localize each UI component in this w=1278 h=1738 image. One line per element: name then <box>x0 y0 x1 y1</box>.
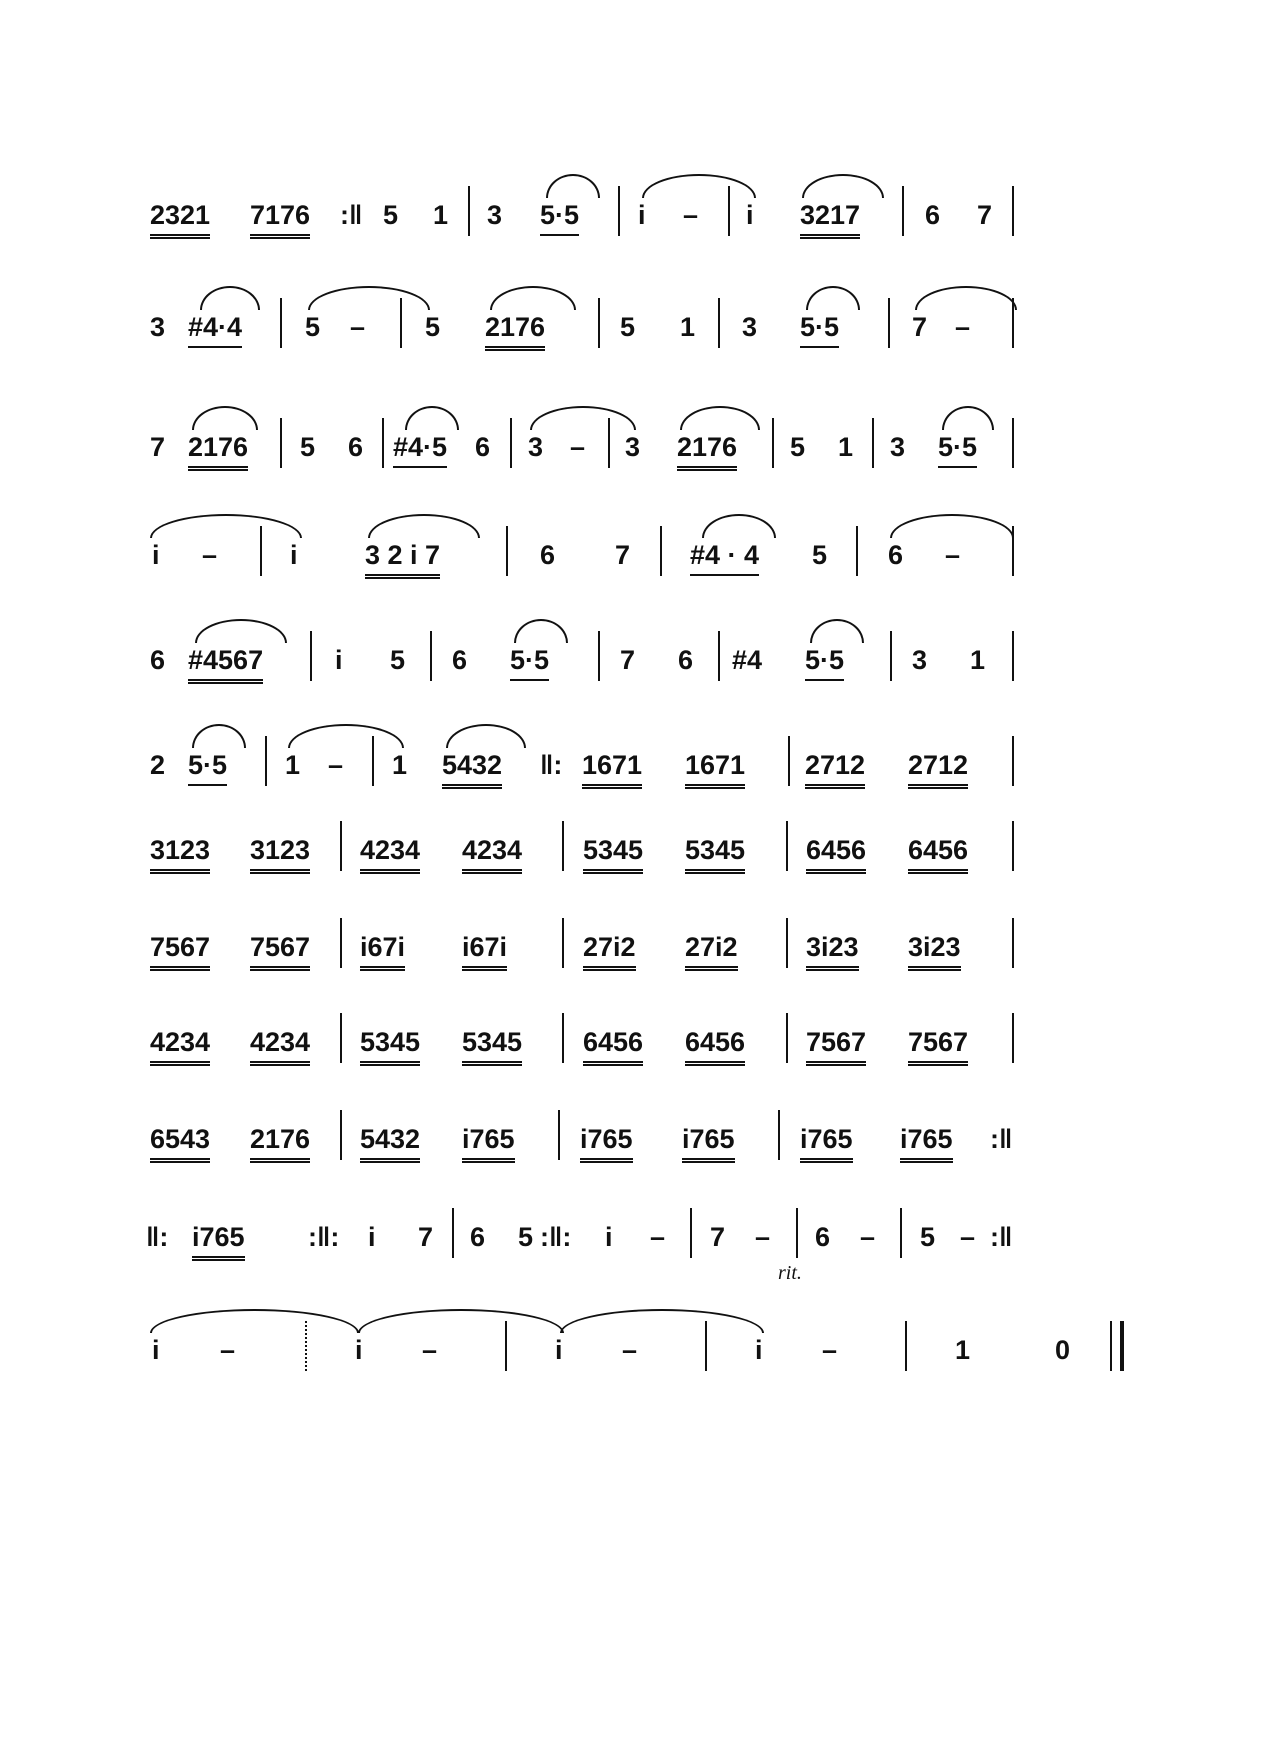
barline <box>902 186 904 236</box>
note-group: 5432 <box>360 1124 420 1163</box>
barline <box>340 1013 342 1063</box>
note-group: 7176 <box>250 200 310 239</box>
barline <box>618 186 620 236</box>
note: 7 <box>418 1222 434 1252</box>
barline <box>718 298 720 348</box>
score-row-10 <box>150 1124 1120 1164</box>
rest-dash: – <box>650 1222 666 1252</box>
score-row-2 <box>150 312 1120 352</box>
note-group: i67i <box>462 932 507 971</box>
note: i <box>746 200 754 230</box>
note: 7 <box>710 1222 726 1252</box>
tie <box>150 514 302 538</box>
repeat-start: ‖: <box>146 1222 169 1252</box>
barline <box>468 186 470 236</box>
tie <box>915 286 1017 310</box>
barline <box>382 418 384 468</box>
note: 5 <box>300 432 316 462</box>
note: 5 <box>620 312 636 342</box>
note-group: 1671 <box>685 750 745 789</box>
slur <box>942 406 994 430</box>
barline <box>1012 298 1014 348</box>
barline <box>305 1321 307 1371</box>
note: 5 <box>518 1222 534 1252</box>
note-group: 6543 <box>150 1124 210 1163</box>
score-row-12 <box>150 1335 1120 1375</box>
note-group: 6456 <box>685 1027 745 1066</box>
note-group: 3i23 <box>806 932 859 971</box>
barline <box>905 1321 907 1371</box>
note-group: 7567 <box>908 1027 968 1066</box>
slur <box>810 619 864 643</box>
barline <box>598 298 600 348</box>
note: 7 <box>620 645 636 675</box>
note-group: i765 <box>462 1124 515 1163</box>
note: i <box>290 540 298 570</box>
note-group: 5·5 <box>938 432 977 468</box>
barline <box>888 298 890 348</box>
repeat-both: :‖: <box>308 1222 340 1252</box>
barline <box>728 186 730 236</box>
barline <box>1012 736 1014 786</box>
note: 1 <box>680 312 696 342</box>
slur <box>802 174 884 198</box>
slur <box>546 174 600 198</box>
note-group: i765 <box>682 1124 735 1163</box>
barline <box>796 1208 798 1258</box>
barline <box>562 1013 564 1063</box>
note-group: 2321 <box>150 200 210 239</box>
note-group: 5·5 <box>188 750 227 786</box>
rest-dash: – <box>220 1335 236 1365</box>
repeat-end: :‖ <box>990 1124 1013 1154</box>
barline <box>1012 918 1014 968</box>
slur <box>806 286 860 310</box>
note-group: 2712 <box>908 750 968 789</box>
note-group: 2176 <box>188 432 248 471</box>
note: 3 <box>742 312 758 342</box>
barline <box>506 526 508 576</box>
note: 5 <box>305 312 321 342</box>
barline <box>340 821 342 871</box>
note: i <box>555 1335 563 1365</box>
barline <box>452 1208 454 1258</box>
slur <box>195 619 287 643</box>
repeat-both: :‖: <box>540 1222 572 1252</box>
barline <box>690 1208 692 1258</box>
score-row-8 <box>150 932 1120 972</box>
note-group: 4234 <box>462 835 522 874</box>
rest-dash: – <box>945 540 961 570</box>
tie <box>150 1309 359 1333</box>
note: 1 <box>392 750 408 780</box>
rest-dash: – <box>202 540 218 570</box>
note: 6 <box>150 645 166 675</box>
note: i <box>638 200 646 230</box>
note-group: #4567 <box>188 645 263 684</box>
barline <box>608 418 610 468</box>
score-row-11 <box>146 1222 1120 1262</box>
barline <box>430 631 432 681</box>
note: i <box>368 1222 376 1252</box>
note: i <box>335 645 343 675</box>
tie <box>642 174 756 198</box>
note: 7 <box>150 432 166 462</box>
barline <box>786 821 788 871</box>
score-row-1 <box>150 200 1120 240</box>
note: 3 <box>528 432 544 462</box>
rest-dash: – <box>622 1335 638 1365</box>
final-barline <box>1110 1321 1124 1371</box>
barline <box>1012 1013 1014 1063</box>
note-group: 6456 <box>583 1027 643 1066</box>
barline <box>900 1208 902 1258</box>
barline <box>786 918 788 968</box>
note: 6 <box>348 432 364 462</box>
barline <box>400 298 402 348</box>
note-group: 5345 <box>462 1027 522 1066</box>
note-group: 2712 <box>805 750 865 789</box>
barline <box>265 736 267 786</box>
note-group: 3217 <box>800 200 860 239</box>
barline <box>1012 418 1014 468</box>
note: 3 <box>150 312 166 342</box>
tie <box>358 1309 564 1333</box>
barline <box>1012 631 1014 681</box>
note: 0 <box>1055 1335 1071 1365</box>
note-group: #4·4 <box>188 312 242 348</box>
rest-dash: – <box>755 1222 771 1252</box>
note-group: 27i2 <box>583 932 636 971</box>
note: 5 <box>812 540 828 570</box>
barline <box>505 1321 507 1371</box>
slur <box>405 406 459 430</box>
note: 5 <box>383 200 399 230</box>
note: 3 <box>890 432 906 462</box>
rest-dash: – <box>960 1222 976 1252</box>
score-row-3 <box>150 432 1120 472</box>
note: #4 <box>732 645 763 675</box>
note-group: 2176 <box>485 312 545 351</box>
note: 5 <box>390 645 406 675</box>
note-group: i765 <box>580 1124 633 1163</box>
barline <box>1012 186 1014 236</box>
note: 6 <box>925 200 941 230</box>
note: i <box>355 1335 363 1365</box>
note: 5 <box>790 432 806 462</box>
note-group: i765 <box>192 1222 245 1261</box>
rest-dash: – <box>860 1222 876 1252</box>
note: 6 <box>470 1222 486 1252</box>
rest-dash: – <box>422 1335 438 1365</box>
note-group: 5·5 <box>800 312 839 348</box>
score-row-5 <box>150 645 1120 685</box>
note-group: #4·5 <box>393 432 447 468</box>
tie <box>308 286 430 310</box>
barline <box>1012 526 1014 576</box>
repeat-end: :‖ <box>990 1222 1013 1252</box>
tie <box>560 1309 764 1333</box>
tie <box>288 724 404 748</box>
note: 7 <box>912 312 928 342</box>
note-group: #4 · 4 <box>690 540 759 576</box>
slur <box>200 286 260 310</box>
note-group: 4234 <box>360 835 420 874</box>
note: 5 <box>425 312 441 342</box>
barline <box>660 526 662 576</box>
rest-dash: – <box>683 200 699 230</box>
barline <box>786 1013 788 1063</box>
barline <box>280 418 282 468</box>
barline <box>562 821 564 871</box>
tie <box>890 514 1014 538</box>
note-group: 3 2 i 7 <box>365 540 440 579</box>
repeat-end: :‖ <box>340 200 363 230</box>
note: 6 <box>475 432 491 462</box>
note-group: 4234 <box>150 1027 210 1066</box>
note: 2 <box>150 750 166 780</box>
note-group: 6456 <box>908 835 968 874</box>
barline <box>260 526 262 576</box>
barline <box>872 418 874 468</box>
note: 1 <box>838 432 854 462</box>
note-group: i765 <box>900 1124 953 1163</box>
barline <box>372 736 374 786</box>
note-group: 3i23 <box>908 932 961 971</box>
rest-dash: – <box>350 312 366 342</box>
slur <box>446 724 526 748</box>
slur <box>514 619 568 643</box>
note: 5 <box>920 1222 936 1252</box>
rest-dash: – <box>822 1335 838 1365</box>
note-group: 3123 <box>150 835 210 874</box>
note: 1 <box>970 645 986 675</box>
note-group: 1671 <box>582 750 642 789</box>
note-group: 3123 <box>250 835 310 874</box>
note: i <box>755 1335 763 1365</box>
barline <box>280 298 282 348</box>
note-group: 7567 <box>806 1027 866 1066</box>
rest-dash: – <box>955 312 971 342</box>
note-group: 5·5 <box>540 200 579 236</box>
note: 3 <box>625 432 641 462</box>
barline <box>772 418 774 468</box>
note-group: i765 <box>800 1124 853 1163</box>
slur <box>192 724 246 748</box>
barline <box>558 1110 560 1160</box>
barline <box>340 918 342 968</box>
barline <box>598 631 600 681</box>
note: 1 <box>285 750 301 780</box>
note: 6 <box>452 645 468 675</box>
note-group: 2176 <box>677 432 737 471</box>
barline <box>778 1110 780 1160</box>
note-group: i67i <box>360 932 405 971</box>
barline <box>1012 821 1014 871</box>
score-row-4 <box>150 540 1120 580</box>
slur <box>368 514 480 538</box>
note-group: 2176 <box>250 1124 310 1163</box>
barline <box>718 631 720 681</box>
rest-dash: – <box>570 432 586 462</box>
note-group: 27i2 <box>685 932 738 971</box>
note-group: 6456 <box>806 835 866 874</box>
barline <box>310 631 312 681</box>
note: 1 <box>955 1335 971 1365</box>
barline <box>705 1321 707 1371</box>
tie <box>530 406 636 430</box>
slur <box>702 514 776 538</box>
slur <box>490 286 576 310</box>
note: 6 <box>540 540 556 570</box>
note-group: 5432 <box>442 750 502 789</box>
note: i <box>152 1335 160 1365</box>
score-row-6 <box>150 750 1120 790</box>
barline <box>856 526 858 576</box>
note: i <box>605 1222 613 1252</box>
note: 7 <box>977 200 993 230</box>
barline <box>890 631 892 681</box>
note-group: 5·5 <box>805 645 844 681</box>
barline <box>510 418 512 468</box>
score-row-7 <box>150 835 1120 875</box>
note: i <box>152 540 160 570</box>
note: 6 <box>678 645 694 675</box>
note: 3 <box>912 645 928 675</box>
note: 7 <box>615 540 631 570</box>
note: 3 <box>487 200 503 230</box>
note: 6 <box>888 540 904 570</box>
note-group: 7567 <box>250 932 310 971</box>
slur <box>680 406 760 430</box>
barline <box>562 918 564 968</box>
note-group: 5345 <box>583 835 643 874</box>
rest-dash: – <box>328 750 344 780</box>
ritardando-marking: rit. <box>778 1262 802 1284</box>
note-group: 5345 <box>685 835 745 874</box>
note-group: 5345 <box>360 1027 420 1066</box>
note-group: 4234 <box>250 1027 310 1066</box>
barline <box>788 736 790 786</box>
note: 1 <box>433 200 449 230</box>
slur <box>192 406 258 430</box>
note-group: 5·5 <box>510 645 549 681</box>
repeat-start: ‖: <box>540 750 563 780</box>
barline <box>340 1110 342 1160</box>
note: 6 <box>815 1222 831 1252</box>
note-group: 7567 <box>150 932 210 971</box>
score-row-9 <box>150 1027 1120 1067</box>
